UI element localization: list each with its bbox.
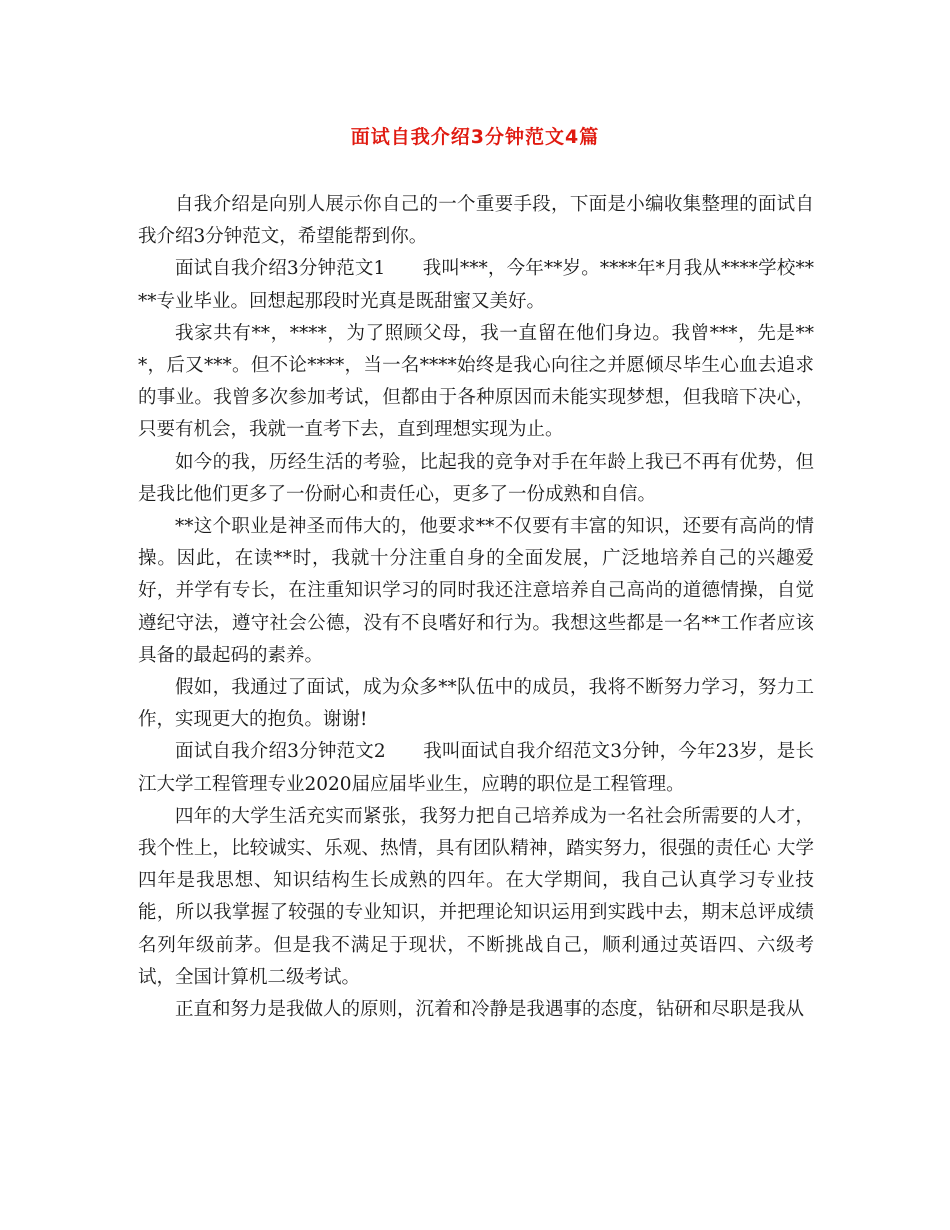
paragraph: 面试自我介绍3分钟范文2 我叫面试自我介绍范文3分钟，今年23岁，是长江大学工程管理专业2020届应届毕业生，应聘的职位是工程管理。 xyxy=(138,741,814,795)
paragraph: 四年的大学生活充实而紧张，我努力把自己培养成为一名社会所需要的人才，我个性上，比较诚实、乐观、热情，具有团队精神，踏实努力，很强的责任心 大学四年是我思想、知识结构生长成熟的四年。在大学期间，我自己认真学习专业技能，所以我掌握了较强的专业知识，并把理论知识运用到实践中去，期末总评成绩名列年级前茅。但是我不满足于现状，不断挑战自己，顺利通过英语四、六级考试，全国计算机二级考试。 xyxy=(138,805,814,988)
paragraph: **这个职业是神圣而伟大的，他要求**不仅要有丰富的知识，还要有高尚的情操。因此，在读**时，我就十分注重自身的全面发展，广泛地培养自己的兴趣爱好，并学有专长，在注重知识学习的同时我还注意培养自己高尚的道德情操，自觉遵纪守法，遵守社会公德，没有不良嗜好和行为。我想这些都是一名**工作者应该具备的最起码的素养。 xyxy=(138,516,814,666)
paragraph: 正直和努力是我做人的原则，沉着和冷静是我遇事的态度，钻研和尽职是我从 xyxy=(175,999,805,1021)
document-body xyxy=(138,189,814,1026)
paragraph: 我家共有**，****，为了照顾父母，我一直留在他们身边。我曾***，先是***，后又***。但不论****，当一名****始终是我心向往之并愿倾尽毕生心血去追求的事业。我曾多次参加考试，但都由于各种原因而未能实现梦想，但我暗下决心，只要有机会，我就一直考下去，直到理想实现为止。 xyxy=(138,322,814,441)
document-title: 面试自我介绍3分钟范文4篇 xyxy=(350,126,600,148)
paragraph: 自我介绍是向别人展示你自己的一个重要手段，下面是小编收集整理的面试自我介绍3分钟范文，希望能帮到你。 xyxy=(138,194,814,248)
paragraph: 面试自我介绍3分钟范文1 我叫***，今年**岁。****年*月我从****学校****专业毕业。回想起那段时光真是既甜蜜又美好。 xyxy=(138,258,814,312)
paragraph: 如今的我，历经生活的考验，比起我的竞争对手在年龄上我已不再有优势，但是我比他们更多了一份耐心和责任心，更多了一份成熟和自信。 xyxy=(138,451,814,505)
paragraph: 假如，我通过了面试，成为众多**队伍中的成员，我将不断努力学习，努力工作，实现更大的抱负。谢谢! xyxy=(138,677,814,731)
